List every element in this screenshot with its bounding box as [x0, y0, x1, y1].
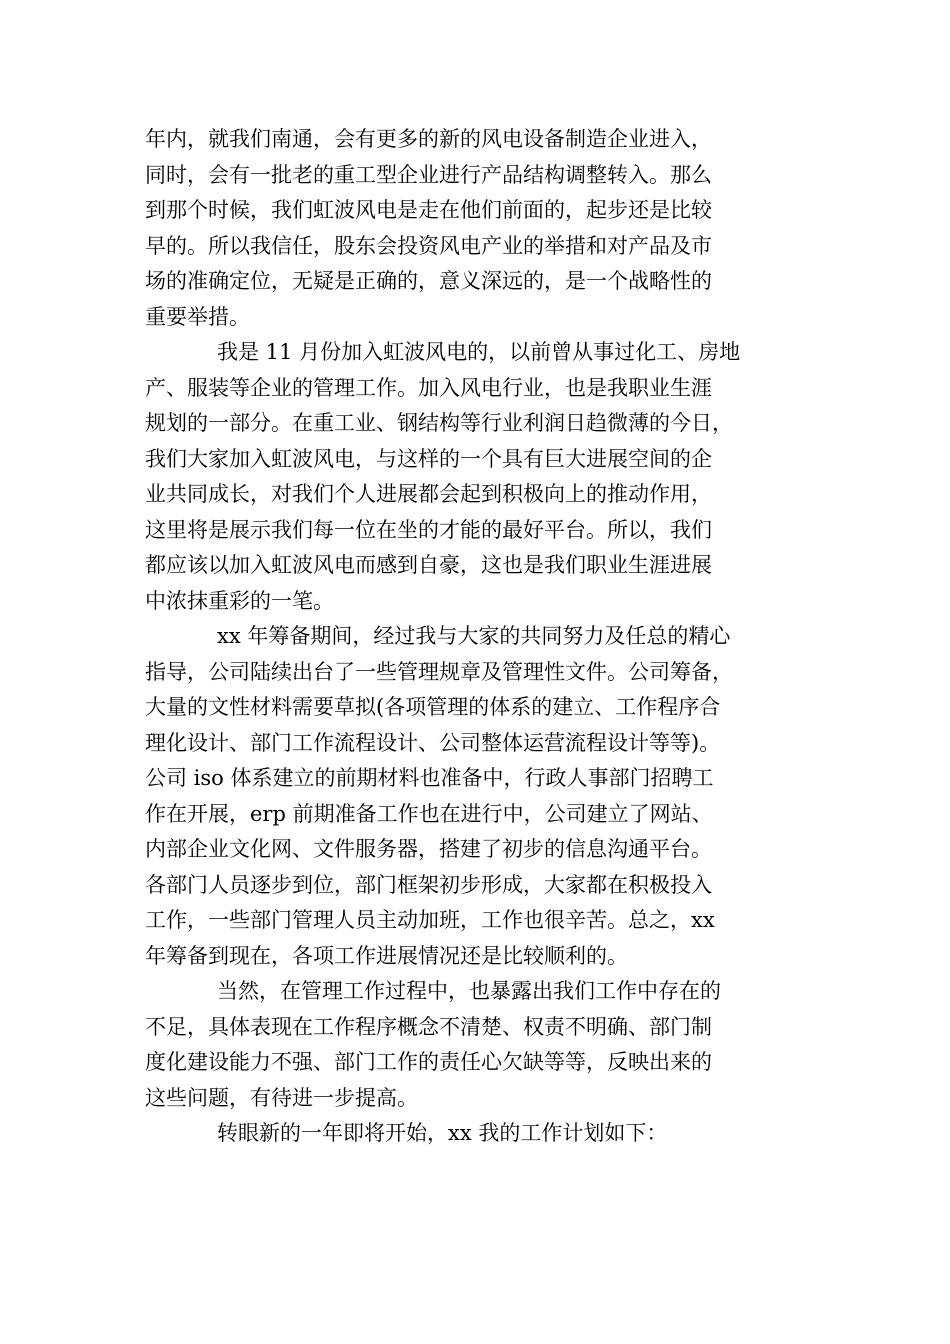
text-line: 公司 iso 体系建立的前期材料也准备中，行政人事部门招聘工 — [145, 766, 714, 790]
text-line: 各部门人员逐步到位，部门框架初步形成，大家都在积极投入 — [145, 872, 712, 897]
text-line: 业共同成长，对我们个人进展都会起到积极向上的推动作用， — [145, 482, 712, 506]
text-line: 我是 11 月份加入虹波风电的，以前曾从事过化工、房地 — [217, 340, 741, 364]
text-line: 重要举措。 — [145, 304, 250, 329]
text-line: 这些问题，有待进一步提高。 — [145, 1085, 418, 1110]
text-line: 大量的文性材料需要草拟(各项管理的体系的建立、工作程序合 — [145, 695, 721, 719]
paragraph — [145, 974, 805, 1116]
text-line: 我们大家加入虹波风电，与这样的一个具有巨大进展空间的企 — [145, 446, 712, 471]
text-line: 不足，具体表现在工作程序概念不清楚、权责不明确、部门制 — [145, 1014, 712, 1039]
text-line: 指导，公司陆续出台了一些管理规章及管理性文件。公司筹备， — [145, 659, 733, 684]
text-line: 到那个时候，我们虹波风电是走在他们前面的，起步还是比较 — [145, 198, 712, 222]
text-line: 作在开展，erp 前期准备工作也在进行中，公司建立了网站、 — [145, 801, 713, 826]
document-body — [145, 122, 805, 1152]
text-line: 年筹备到现在，各项工作进展情况还是比较顺利的。 — [145, 943, 628, 968]
paragraph — [145, 1116, 805, 1152]
text-line: 规划的一部分。在重工业、钢结构等行业利润日趋微薄的今日， — [145, 411, 733, 435]
text-line: 这里将是展示我们每一位在坐的才能的最好平台。所以，我们 — [145, 517, 712, 542]
text-line: 场的准确定位，无疑是正确的，意义深远的，是一个战略性的 — [145, 269, 712, 293]
text-line: xx 年筹备期间，经过我与大家的共同努力及任总的精心 — [217, 624, 731, 648]
text-line: 工作，一些部门管理人员主动加班，工作也很辛苦。总之，xx — [145, 908, 715, 932]
text-line: 都应该以加入虹波风电而感到自豪，这也是我们职业生涯进展 — [145, 553, 712, 577]
text-line: 内部企业文化网、文件服务器，搭建了初步的信息沟通平台。 — [145, 837, 712, 861]
paragraph — [145, 335, 805, 619]
text-line: 度化建设能力不强、部门工作的责任心欠缺等等，反映出来的 — [145, 1050, 712, 1074]
text-line: 理化设计、部门工作流程设计、公司整体运营流程设计等等)。 — [145, 730, 721, 755]
paragraph — [145, 122, 805, 335]
text-line: 中浓抹重彩的一笔。 — [145, 588, 334, 613]
text-line: 转眼新的一年即将开始，xx 我的工作计划如下： — [217, 1121, 668, 1145]
text-line: 产、服装等企业的管理工作。加入风电行业，也是我职业生涯 — [145, 375, 712, 400]
text-line: 年内，就我们南通，会有更多的新的风电设备制造企业进入， — [145, 127, 712, 151]
text-line: 当然，在管理工作过程中，也暴露出我们工作中存在的 — [217, 979, 721, 1003]
paragraph — [145, 619, 805, 974]
text-line: 同时，会有一批老的重工型企业进行产品结构调整转入。那么 — [145, 162, 712, 187]
text-line: 早的。所以我信任，股东会投资风电产业的举措和对产品及市 — [145, 233, 712, 258]
